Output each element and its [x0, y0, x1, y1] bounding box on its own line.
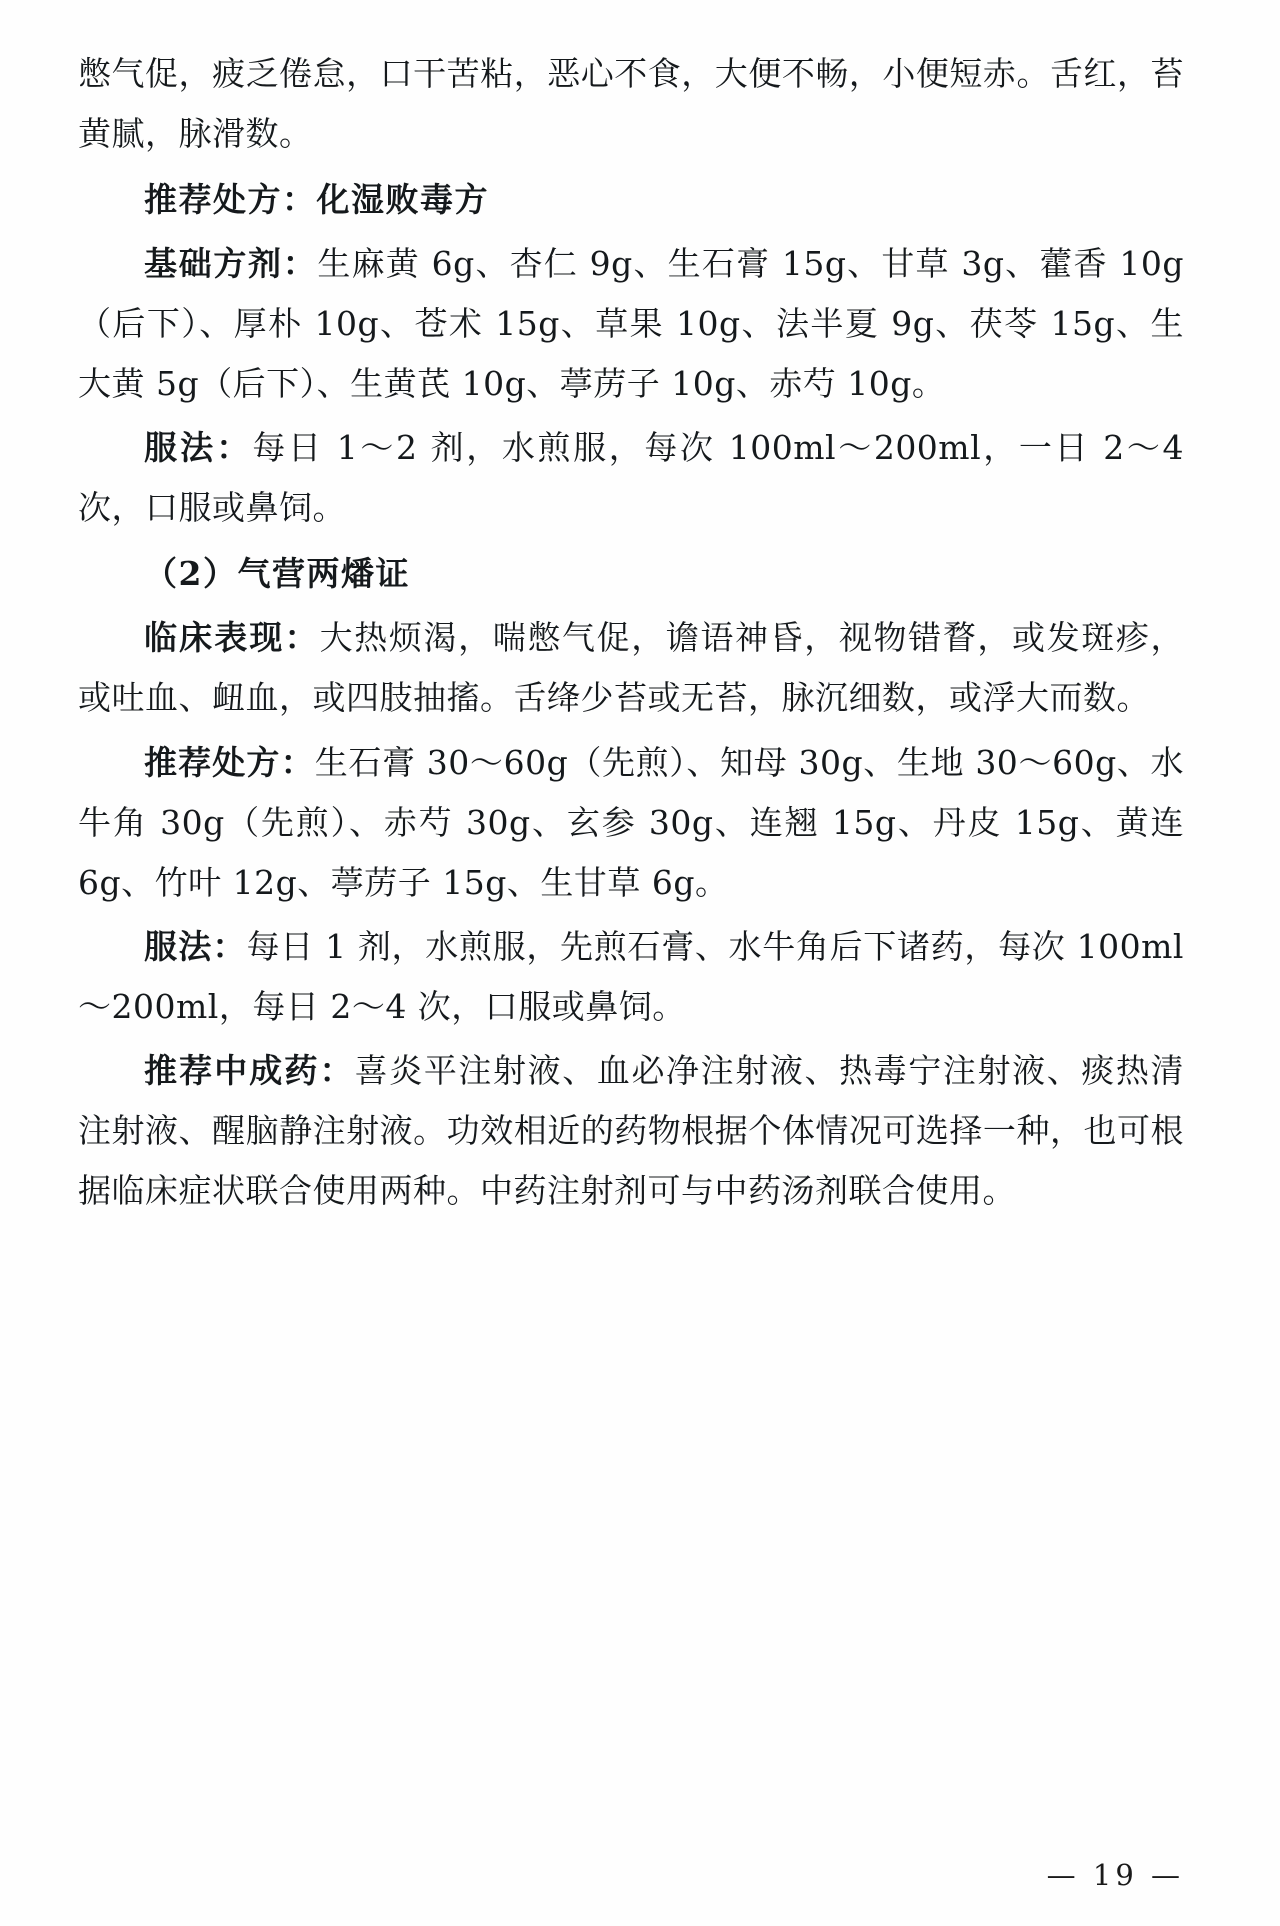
base-formula-label: 基础方剂： — [144, 244, 318, 284]
paragraph-block — [78, 917, 1184, 1037]
base-formula-text: 生麻黄 6g、杏仁 9g、生石膏 15g、甘草 3g、藿香 10g（后下）、厚朴 10g、苍术 15g、草果 10g、法半夏 9g、茯苓 15g、生大黄 5g（后下）、生黄芪 10g、葶苈子 10g、赤芍 10g。 — [78, 244, 1185, 404]
clinical-manifestation — [78, 608, 1184, 728]
recommended-prescription-2-label: 推荐处方： — [144, 742, 315, 782]
document-body — [78, 44, 1184, 1221]
dosage-2-text: 每日 1 剂，水煎服，先煎石膏、水牛角后下诸药，每次 100ml～200ml，每日 2～4 次，口服或鼻饲。 — [78, 926, 1184, 1026]
page-number: — 19 — — [1046, 1858, 1184, 1892]
recommended-prescription-heading-1: 推荐处方：化湿败毒方 — [144, 180, 489, 220]
dosage-1-text: 每日 1～2 剂，水煎服，每次 100ml～200ml，一日 2～4 次，口服或鼻饲。 — [78, 428, 1185, 528]
recommended-prescription-2 — [78, 733, 1184, 913]
recommended-patent-medicine — [78, 1041, 1184, 1221]
dosage-2 — [78, 917, 1184, 1037]
paragraph-block — [78, 608, 1184, 728]
recommended-patent-medicine-text: 喜炎平注射液、血必净注射液、热毒宁注射液、痰热清注射液、醒脑静注射液。功效相近的药物根据个体情况可选择一种，也可根据临床症状联合使用两种。中药注射剂可与中药汤剂联合使用。 — [78, 1050, 1185, 1210]
recommended-prescription-2-text: 生石膏 30～60g（先煎）、知母 30g、生地 30～60g、水牛角 30g（先煎）、赤芍 30g、玄参 30g、连翘 15g、丹皮 15g、黄连 6g、竹叶 12g、葶苈子 15g、生甘草 6g。 — [78, 742, 1184, 902]
section-heading-qi-ying: （2）气营两燔证 — [144, 554, 410, 594]
clinical-manifestation-label: 临床表现： — [144, 618, 320, 658]
dosage-2-label: 服法： — [144, 926, 247, 966]
paragraph-block — [78, 234, 1184, 414]
paragraph-block — [78, 170, 1184, 230]
clinical-symptoms-continued: 憋气促，疲乏倦怠，口干苦粘，恶心不食，大便不畅，小便短赤。舌红，苔黄腻，脉滑数。 — [78, 54, 1184, 154]
paragraph-block — [78, 418, 1184, 538]
base-formula — [78, 234, 1184, 414]
recommended-patent-medicine-label: 推荐中成药： — [144, 1050, 355, 1090]
paragraph-block — [78, 544, 1184, 604]
paragraph-block — [78, 44, 1184, 164]
clinical-manifestation-text: 大热烦渴，喘憋气促，谵语神昏，视物错瞀，或发斑疹，或吐血、衄血，或四肢抽搐。舌绛少苔或无苔，脉沉细数，或浮大而数。 — [78, 618, 1185, 718]
paragraph-block — [78, 733, 1184, 913]
paragraph-block — [78, 1041, 1184, 1221]
dosage-1 — [78, 418, 1184, 538]
dosage-1-label: 服法： — [144, 428, 253, 468]
